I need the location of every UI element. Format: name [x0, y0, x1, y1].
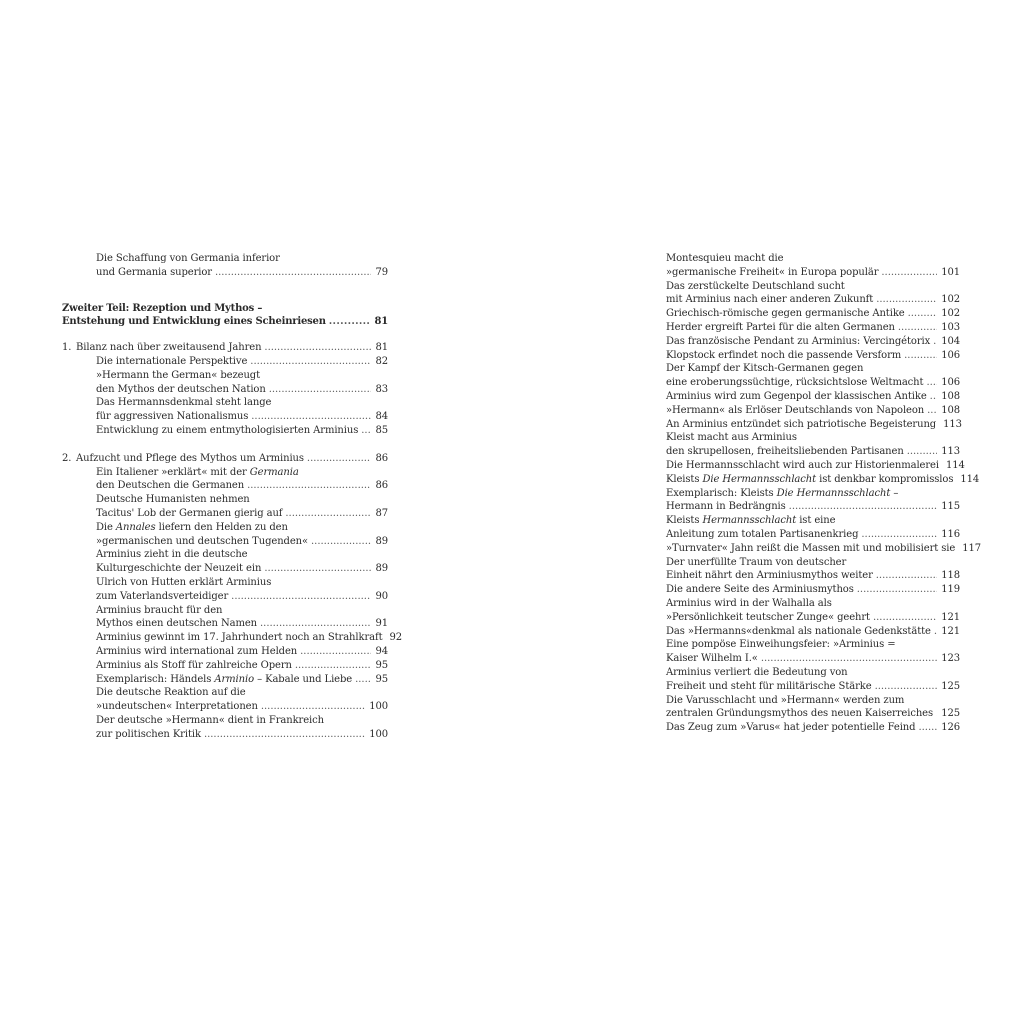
toc-entry: Ein Italiener »erklärt« mit der Germania — [96, 466, 299, 478]
page-number: 113 — [943, 418, 962, 430]
toc-entry: Kleists Hermannsschlacht ist eine — [666, 515, 836, 527]
page-number: 89 — [375, 563, 388, 575]
toc-entry: Arminius als Stoff für zahlreiche Opern . . . 95 — [96, 659, 388, 673]
leader-dots — [215, 266, 372, 280]
page-number: 103 — [941, 321, 960, 333]
page-number: 114 — [960, 473, 980, 485]
chapter-number: 2. — [62, 452, 72, 464]
page-number: 100 — [369, 701, 388, 713]
toc-entry: Montesquieu macht die — [666, 253, 784, 264]
toc-entry: Das Zeug zum »Varus« hat jeder potentielle Feind . . . 126 — [666, 721, 960, 735]
toc-entry: Arminius zieht in die deutsche — [96, 549, 248, 561]
page-number: 113 — [941, 446, 960, 458]
page-number: 95 — [375, 659, 388, 671]
page-number: 82 — [375, 355, 388, 367]
page-number: 104 — [941, 335, 960, 347]
chapter-1: 1. Bilanz nach über zweitausend Jahren . . . 81 Die internationale Perspektive . . . 82 »Hermann the German« bezeugt den Mythos der deutschen Nation . . . 83 Das Hermannsdenkmal steht lange für aggressiven Nationalismus . . . 84 Entwicklung zu einem entmythologisierten Arminius . . . 85 — [62, 341, 388, 438]
page-number: 85 — [375, 424, 388, 436]
page-number: 102 — [941, 308, 960, 320]
left-page-toc — [62, 252, 403, 742]
toc-entry: Klopstock erfindet noch die passende Versform . . . 106 — [666, 349, 960, 363]
toc-entry: Kleist macht aus Arminius — [666, 432, 797, 444]
page-number: 81 — [374, 316, 388, 328]
page-number: 90 — [375, 590, 388, 602]
toc-entry: Entwicklung zu einem entmythologisierten Arminius . . . 85 — [96, 424, 388, 438]
toc-entry: Die deutsche Reaktion auf die — [96, 687, 246, 699]
toc-entry: Exemplarisch: Händels Arminio – Kabale und Liebe . . . 95 — [96, 673, 388, 687]
toc-entry: Herder ergreift Partei für die alten Germanen . . . 103 — [666, 321, 960, 335]
chapter-title: Bilanz nach über zweitausend Jahren — [76, 342, 262, 354]
page-number: 81 — [375, 342, 388, 354]
chapter-heading — [62, 341, 388, 355]
toc-entry: Arminius gewinnt im 17. Jahrhundert noch an Strahlkraft 92 — [96, 632, 403, 644]
chapter-title: Aufzucht und Pflege des Mythos um Arminius — [76, 452, 304, 464]
page-number: 125 — [941, 708, 960, 720]
toc-entry: Der Kampf der Kitsch-Germanen gegen — [666, 363, 864, 375]
toc-entry: Der unerfüllte Traum von deutscher — [666, 556, 847, 568]
chapter-2: 2. Aufzucht und Pflege des Mythos um Arminius . . . 86 Ein Italiener »erklärt« mit der Germania den Deutschen die Germanen . . . 86 Deutsche Humanisten nehmen Tacitus' Lob der Germanen gierig auf . . . 87 Die Annales liefern den Helden zu den »germanischen und deutschen Tugenden« . . . 89 Arminius zieht in die deutsche Kulturgeschichte der Neuzeit ein . . . 89 Ulrich von Hutten erklärt Arminius zum Vaterlandsverteidiger . . . 90 Arminius braucht für den Mythos einen deutschen Namen . . . 91 Arminius gewinnt im 17. Jahrhundert noch an Strahlkraft 92 Arminius wird international zum Helden . . . 94 Arminius als Stoff für zahlreiche Opern . . . 95 Exemplarisch: Händels Arminio – Kabale und Liebe . . . 95 Die deutsche Reaktion auf die »undeutschen« Interpretationen . . . 100 Der deutsche »Hermann« dient in Frankreich zur politischen Kritik . . . 100 — [62, 452, 388, 742]
page-number: 123 — [941, 653, 960, 665]
page-number: 83 — [375, 383, 388, 395]
page-number: 100 — [369, 728, 388, 740]
page-number: 91 — [375, 618, 388, 630]
page-number: 108 — [941, 404, 960, 416]
page-number: 84 — [375, 411, 388, 423]
page-number: 79 — [375, 266, 388, 278]
page-number: 106 — [941, 349, 960, 361]
page-number: 118 — [941, 570, 960, 582]
toc-entry-carryover — [62, 252, 388, 280]
page-number: 101 — [941, 266, 960, 278]
toc-entry: Eine pompöse Einweihungsfeier: »Arminius = — [666, 639, 896, 651]
page-number: 117 — [962, 542, 981, 554]
toc-entry: Ulrich von Hutten erklärt Arminius — [96, 576, 272, 588]
page-number: 125 — [941, 680, 960, 692]
page-number: 106 — [941, 377, 960, 389]
leader-dots — [307, 452, 372, 466]
page-number: 87 — [375, 507, 388, 519]
toc-entry: Arminius wird international zum Helden . . . 94 — [96, 645, 388, 659]
page-number: 86 — [375, 452, 388, 464]
page-number: 119 — [941, 584, 960, 596]
toc-entry: Das Hermannsdenkmal steht lange — [96, 397, 272, 409]
part-title: Zweiter Teil: Rezeption und Mythos – — [62, 302, 263, 314]
toc-entry: Die Varusschlacht und »Hermann« werden zum — [666, 694, 905, 706]
toc-entry: Arminius wird in der Walhalla als — [666, 597, 832, 609]
page-number: 114 — [945, 459, 965, 471]
toc-entry: Die Hermannsschlacht wird auch zur Historienmalerei 114 — [666, 459, 965, 471]
page-number: 115 — [941, 501, 960, 513]
toc-entry: Deutsche Humanisten nehmen — [96, 494, 250, 506]
toc-entry: Das zerstückelte Deutschland sucht — [666, 280, 845, 292]
toc-entry: Die andere Seite des Arminiusmythos . . . 119 — [666, 583, 960, 597]
toc-entry: Arminius wird zum Gegenpol der klassischen Antike . . . 108 — [666, 390, 960, 404]
page-number: 126 — [941, 722, 960, 734]
toc-entry: Der deutsche »Hermann« dient in Frankreich — [96, 714, 324, 726]
part-heading — [62, 302, 388, 330]
toc-entry: Kleists Die Hermannsschlacht ist denkbar kompromisslos 114 — [666, 473, 980, 485]
page-number: 86 — [375, 480, 388, 492]
toc-entry: »Turnvater« Jahn reißt die Massen mit und mobilisiert sie 117 — [666, 542, 981, 554]
chapter-heading — [62, 452, 388, 466]
part-title: Entstehung und Entwicklung eines Scheinriesen — [62, 316, 326, 328]
toc-entry-text: und Germania superior — [96, 266, 212, 278]
toc-entry: »Hermann« als Erlöser Deutschlands von Napoleon . . . 108 — [666, 404, 960, 418]
chapter-number: 1. — [62, 342, 72, 354]
page-number: 95 — [375, 673, 388, 685]
toc-entry: Die internationale Perspektive . . . 82 — [96, 355, 388, 369]
toc-entry: Exemplarisch: Kleists Die Hermannsschlacht – — [666, 487, 899, 499]
page-number: 108 — [941, 390, 960, 402]
toc-entry: An Arminius entzündet sich patriotische Begeisterung 113 — [666, 418, 962, 430]
toc-entry: Griechisch-römische gegen germanische Antike . . . 102 — [666, 307, 960, 321]
page-number: 121 — [941, 611, 960, 623]
right-page-toc: Montesquieu macht die »germanische Freiheit« in Europa populär . . . 101 Das zerstückelte Deutschland sucht mit Arminius nach einer anderen Zukunft . . . 102 Griechisch-römische gegen germanische Antike . . . 102 Herder ergreift Partei für die alten Germanen . . . 103 Das französische Pendant zu Arminius: Vercingétorix . . . 104 Klopstock erfindet noch die passende Versform . . . 106 Der Kampf der Kitsch-Germanen gegen eine eroberungssüchtige, rücksichtslose Weltmacht . . . 106 Arminius wird zum Gegenpol der klassischen Antike . . . 108 »Hermann« als Erlöser Deutschlands von Napoleon . . . 108 An Arminius entzündet sich patriotische Begeisterung 113 Kleist macht aus Arminius den skrupellosen, freiheitsliebenden Partisanen . . . 113 Die Hermannsschlacht wird auch zur Historienmalerei 114 Kleists Die Hermannsschlacht ist denkbar kompromisslos 114 Exemplarisch: Kleists Die Hermannsschlacht – Hermann in Bedrängnis . . . 115 Kleists Hermannsschlacht ist eine Anleitung zum totalen Partisanenkrieg . . . 116 »Turnvater« Jahn reißt die Massen mit und mobilisiert sie 117 Der unerfüllte Traum von deutscher Einheit nährt den Arminiusmythos weiter . . . 118 Die andere Seite des Arminiusmythos . . . 119 Arminius wird in der Walhalla als »Persönlichkeit teutscher Zunge« geehrt . . . 121 Das »Hermanns«denkmal als nationale Gedenkstätte . . . 121 Eine pompöse Einweihungsfeier: »Arminius = Kaiser Wilhelm I.« . . . 123 Arminius verliert die Bedeutung von Freiheit und steht für militärische Stärke . . . 125 Die Varusschlacht und »Hermann« werden zum zentralen Gründungsmythos des neuen Kaiserreiches . . . 125 Das Zeug zum »Varus« hat jeder potentielle Feind . . . 126 — [666, 252, 960, 735]
page-number: 116 — [941, 528, 960, 540]
page-number: 89 — [375, 535, 388, 547]
leader-dots — [264, 341, 371, 355]
toc-entry: »Hermann the German« bezeugt — [96, 369, 261, 381]
leader-dots — [329, 315, 371, 329]
page-number: 94 — [375, 645, 388, 657]
page-number: 121 — [941, 625, 960, 637]
toc-entry-text: Die Schaffung von Germania inferior — [96, 253, 280, 264]
toc-entry: Arminius braucht für den — [96, 604, 223, 616]
toc-entry: Arminius verliert die Bedeutung von — [666, 666, 848, 678]
toc-entry: Das »Hermanns«denkmal als nationale Gedenkstätte . . . 121 — [666, 625, 960, 639]
toc-entry: Das französische Pendant zu Arminius: Vercingétorix . . . 104 — [666, 335, 960, 349]
page-number: 102 — [941, 294, 960, 306]
page-number: 92 — [389, 632, 403, 644]
toc-entry: Die Annales liefern den Helden zu den — [96, 521, 288, 533]
